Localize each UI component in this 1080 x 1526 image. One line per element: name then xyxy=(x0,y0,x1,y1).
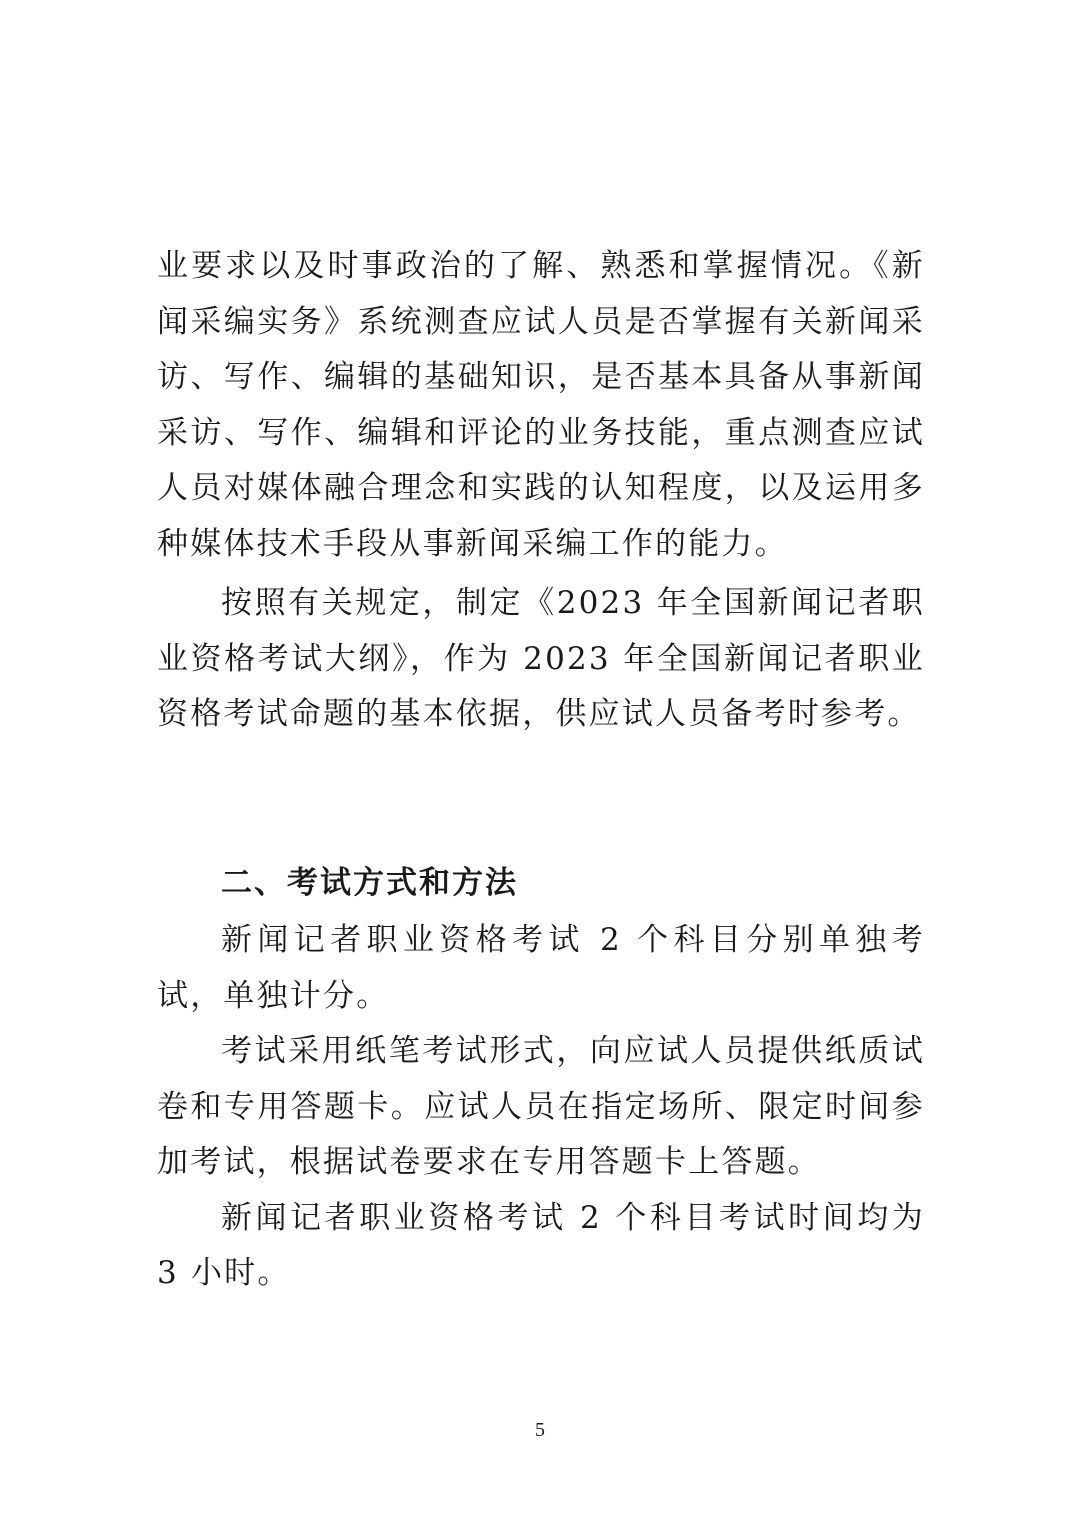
paragraph-continued: 业要求以及时事政治的了解、熟悉和掌握情况。《新闻采编实务》系统测查应试人员是否掌握有关新闻采访、写作、编辑的基础知识，是否基本具备从事新闻采访、写作、编辑和评论的业务技能，重点测查应试人员对媒体融合理念和实践的认知程度，以及运用多种媒体技术手段从事新闻采编工作的能力。 xyxy=(157,248,925,562)
paragraph-separate-exams: 新闻记者职业资格考试 2 个科目分别单独考试，单独计分。 xyxy=(157,922,925,1014)
paragraph-outline-basis: 按照有关规定，制定《2023 年全国新闻记者职业资格考试大纲》，作为 2023 年全国新闻记者职业资格考试命题的基本依据，供应试人员备考时参考。 xyxy=(157,585,925,732)
page-number: 5 xyxy=(535,1419,545,1441)
section-heading: 二、考试方式和方法 xyxy=(221,865,518,901)
body-text-upper xyxy=(157,239,925,572)
paragraph-exam-duration: 新闻记者职业资格考试 2 个科目考试时间均为 3 小时。 xyxy=(157,1199,925,1291)
body-text-outline-note xyxy=(157,576,925,743)
paragraph-paper-exam: 考试采用纸笔考试形式，向应试人员提供纸质试卷和专用答题卡。应试人员在指定场所、限定时间参加考试，根据试卷要求在专用答题卡上答题。 xyxy=(157,1033,925,1180)
body-text-lower xyxy=(157,913,925,1302)
